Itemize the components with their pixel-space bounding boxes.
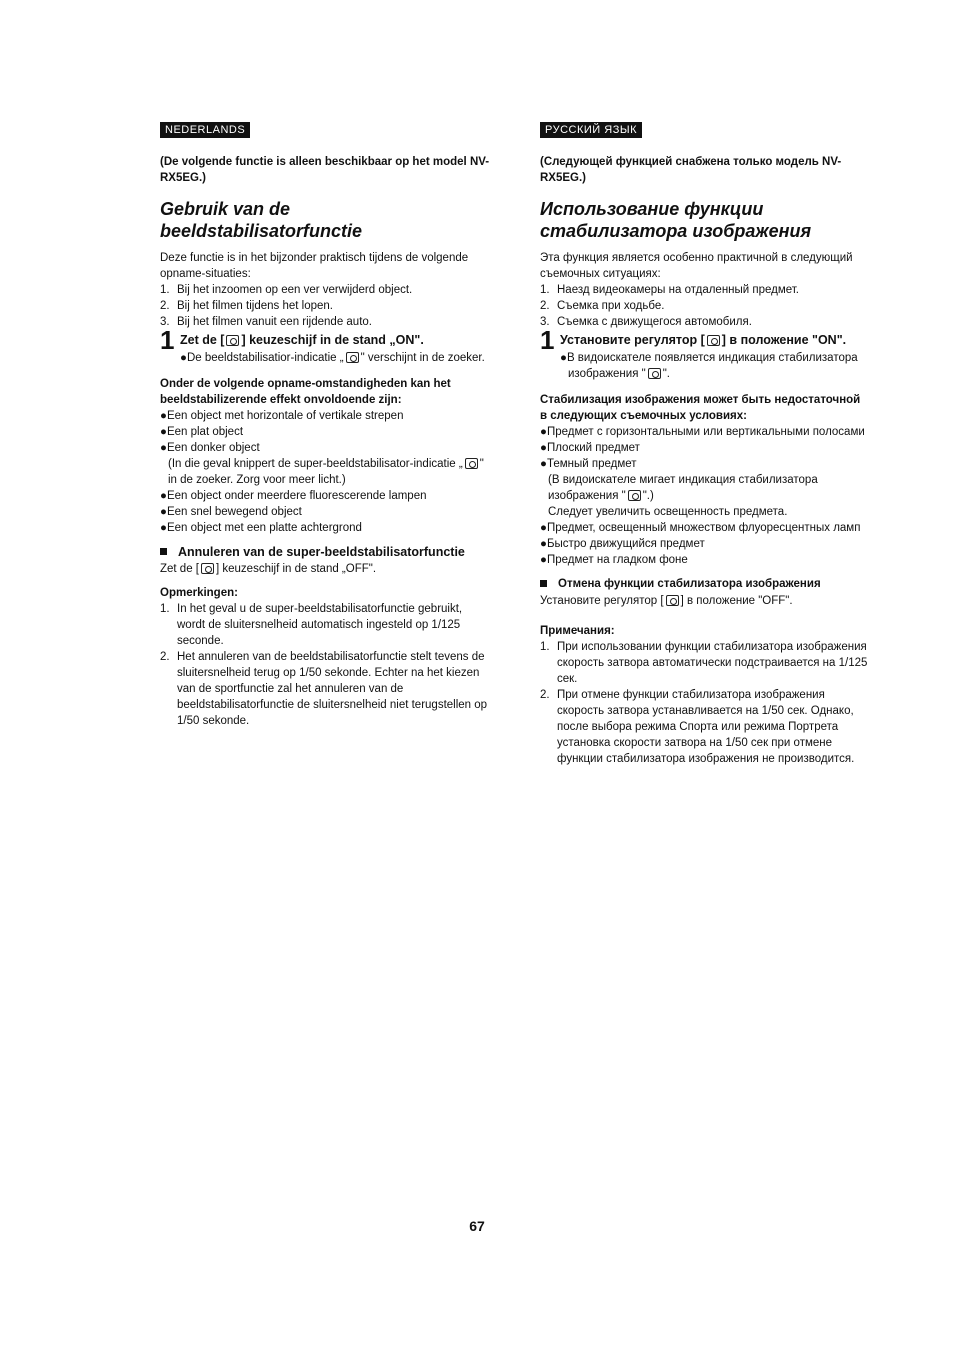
list-item: 2. Het annuleren van de beeldstabilisatorfunctie stelt tevens de sluitersnelheid terug op 1/50 sekonde. Echter na het kiezen van de sportfunctie zal het annuleren van de beeldstabilisatorfunctie de sluitersnelheid niet terugstellen op 1/50 sekonde.	[160, 651, 488, 727]
list-item: 1. In het geval u de super-beeldstabilisatorfunctie gebruikt, wordt de sluitersnelheid automatisch ingesteld op 1/125 seconde.	[160, 603, 463, 647]
conditions-list	[540, 424, 870, 568]
stabilizer-icon	[648, 368, 661, 379]
dark-note: (In die geval knippert de super-beeldstabilisator-indicatie „ " in de zoeker. Zorg voor meer licht.)	[168, 458, 484, 486]
cancel-text: Zet de [ ] keuzeschijf in de stand „OFF".	[160, 563, 377, 575]
notes-list	[160, 601, 490, 729]
list-item: ●Темный предмет	[540, 458, 637, 470]
step-instruction: Zet de [ ] keuzeschijf in de stand „ON".	[180, 333, 424, 347]
step-number: 1	[540, 325, 555, 355]
step-1	[540, 325, 870, 382]
list-item: ●Плоский предмет	[540, 442, 640, 454]
step-1	[160, 325, 490, 366]
cancel-heading: Отмена функции стабилизатора изображения	[540, 576, 870, 593]
stabilizer-icon	[201, 563, 214, 574]
intro-text: Deze functie is in het bijzonder praktisch tijdens de volgende opname-situaties:	[160, 252, 469, 280]
list-item: 1. Bij het inzoomen op een ver verwijderd object.	[160, 284, 413, 296]
cancel-text: Установите регулятор [ ] в положение "OFF".	[540, 595, 793, 607]
list-item: ●Предмет на гладком фоне	[540, 554, 688, 566]
page-number: 67	[469, 1218, 485, 1234]
list-item: 3. Съемка с движущегося автомобиля.	[540, 316, 752, 328]
notes-heading: Примечания:	[540, 625, 615, 637]
list-item: ●Een object met horizontale of vertikale strepen	[160, 410, 404, 422]
list-item: 1. Наезд видеокамеры на отдаленный предмет.	[540, 284, 799, 296]
step-instruction: Установите регулятор [ ] в положение "ON".	[560, 333, 847, 347]
stabilizer-icon	[346, 352, 359, 363]
insufficient-heading: Стабилизация изображения может быть недостаточной в следующих съемочных условиях:	[540, 394, 861, 422]
cancel-heading: Annuleren van de super-beeldstabilisatorfunctie	[160, 544, 490, 561]
notes-heading: Opmerkingen:	[160, 587, 238, 599]
list-item: 2. При отмене функции стабилизатора изображения скорость затвора устанавливается на 1/50 сек. Однако, после выбора режима Спорта или режима Портрета установка скорости затвора на 1/50 сек при отмене функции стабилизатора изображения не производится.	[540, 689, 855, 765]
dark-note-extra: Следует увеличить освещенность предмета.	[548, 506, 788, 518]
situations-list	[540, 282, 870, 330]
stabilizer-icon	[707, 335, 720, 346]
language-badge: NEDERLANDS	[160, 122, 250, 138]
square-bullet-icon	[160, 548, 167, 555]
stabilizer-icon	[465, 458, 478, 469]
list-item: 2. Bij het filmen tijdens het lopen.	[160, 300, 333, 312]
list-item: ●Быстро движущийся предмет	[540, 538, 705, 550]
russian-column	[540, 122, 870, 767]
dark-note: (В видоискателе мигает индикация стабилизатора изображения " ".)	[548, 474, 818, 502]
intro-text: Эта функция является особенно практичной в следующий съемочных ситуациях:	[540, 252, 853, 280]
situations-list	[160, 282, 490, 330]
section-title: Использование функции стабилизатора изображения	[540, 199, 812, 241]
list-item: 2. Съемка при ходьбе.	[540, 300, 665, 312]
step-bullet: ●De beeldstabilisatior-indicatie „ " verschijnt in de zoeker.	[180, 352, 485, 364]
stabilizer-icon	[226, 335, 239, 346]
notes-list	[540, 639, 870, 767]
dutch-column	[160, 122, 490, 729]
stabilizer-icon	[666, 595, 679, 606]
language-badge: РУССКИЙ ЯЗЫК	[540, 122, 642, 138]
stabilizer-icon	[628, 490, 641, 501]
step-bullet: ●В видоискателе появляется индикация стабилизатора изображения " ".	[560, 352, 858, 380]
availability-note: (Следующей функцией снабжена только модель NV-RX5EG.)	[540, 156, 842, 184]
list-item: 3. Bij het filmen vanuit een rijdende auto.	[160, 316, 372, 328]
list-item: ●Предмет, освещенный множеством флуоресцентных ламп	[540, 522, 861, 534]
list-item: ●Een object met een platte achtergrond	[160, 522, 362, 534]
availability-note: (De volgende functie is alleen beschikbaar op het model NV-RX5EG.)	[160, 156, 490, 184]
list-item: ●Een plat object	[160, 426, 244, 438]
conditions-list	[160, 408, 490, 536]
list-item: ●Een snel bewegend object	[160, 506, 302, 518]
section-title: Gebruik van de beeldstabilisatorfunctie	[160, 199, 363, 241]
step-number: 1	[160, 325, 175, 355]
list-item: 1. При использовании функции стабилизатора изображения скорость затвора автоматически подстраивается на 1/125 сек.	[540, 641, 868, 685]
insufficient-heading: Onder de volgende opname-omstandigheden kan het beeldstabilizerende effekt onvoldoende zijn:	[160, 378, 451, 406]
list-item: ●Een object onder meerdere fluorescerende lampen	[160, 490, 427, 502]
list-item: ●Een donker object	[160, 442, 260, 454]
square-bullet-icon	[540, 580, 547, 587]
list-item: ●Предмет с горизонтальными или вертикальными полосами	[540, 426, 865, 438]
